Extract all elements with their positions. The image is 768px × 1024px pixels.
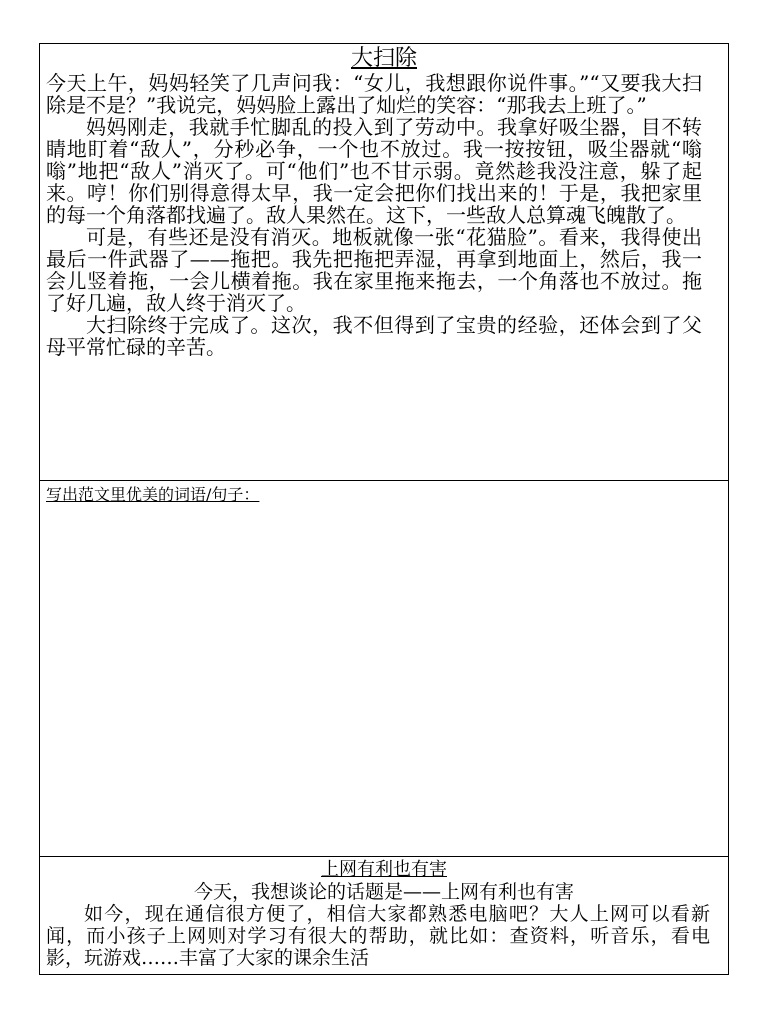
- essay-paragraph-4: 大扫除终于完成了。这次，我不但得到了宝贵的经验，还体会到了父母平常忙碌的辛苦。: [46, 313, 702, 359]
- second-essay-section: [40, 856, 728, 974]
- essay-paragraph-3: 可是，有些还是没有消灭。地板就像一张“花猫脸”。看来，我得使出最后一件武器了——拖把。我先把拖把弄湿，再拿到地面上，然后，我一会儿竖着拖，一会儿横着拖。我在家里拖来拖去，一个角落也不放过。拖了好几遍，敌人终于消灭了。: [46, 225, 702, 315]
- essay-title: 大扫除: [350, 46, 417, 71]
- essay-section: [40, 44, 728, 480]
- second-essay-title: 上网有利也有害: [321, 859, 447, 880]
- notes-prompt: 写出范文里优美的词语/句子：: [46, 485, 260, 504]
- essay-paragraph-2: 妈妈刚走，我就手忙脚乱的投入到了劳动中。我拿好吸尘器，目不转睛地盯着“敌人”，分秒必争，一个也不放过。我一按按钮，吸尘器就“嗡嗡”地把“敌人”消灭了。可“他们”也不甘示弱。竟然趁我没注意，躲了起来。哼！你们别得意得太早，我一定会把你们找出来的！于是，我把家里的每一个角落都找遍了。敌人果然在。这下，一些敌人总算魂飞魄散了。: [46, 115, 702, 227]
- second-essay-intro: 今天，我想谈论的话题是——上网有利也有害: [193, 881, 574, 903]
- second-essay-paragraph: 如今，现在通信很方便了，相信大家都熟悉电脑吧？大人上网可以看新闻，而小孩子上网则对学习有很大的帮助，就比如：查资料，听音乐，看电影，玩游戏……丰富了大家的课余生活: [46, 903, 710, 969]
- notes-section: [40, 480, 728, 856]
- notes-writing-area[interactable]: [40, 509, 728, 856]
- essay-paragraph-1: 今天上午，妈妈轻笑了几声问我：“女儿，我想跟你说件事。”“又要我大扫除是不是？”我说完，妈妈脸上露出了灿烂的笑容：“那我去上班了。”: [46, 71, 702, 117]
- worksheet: [39, 43, 729, 975]
